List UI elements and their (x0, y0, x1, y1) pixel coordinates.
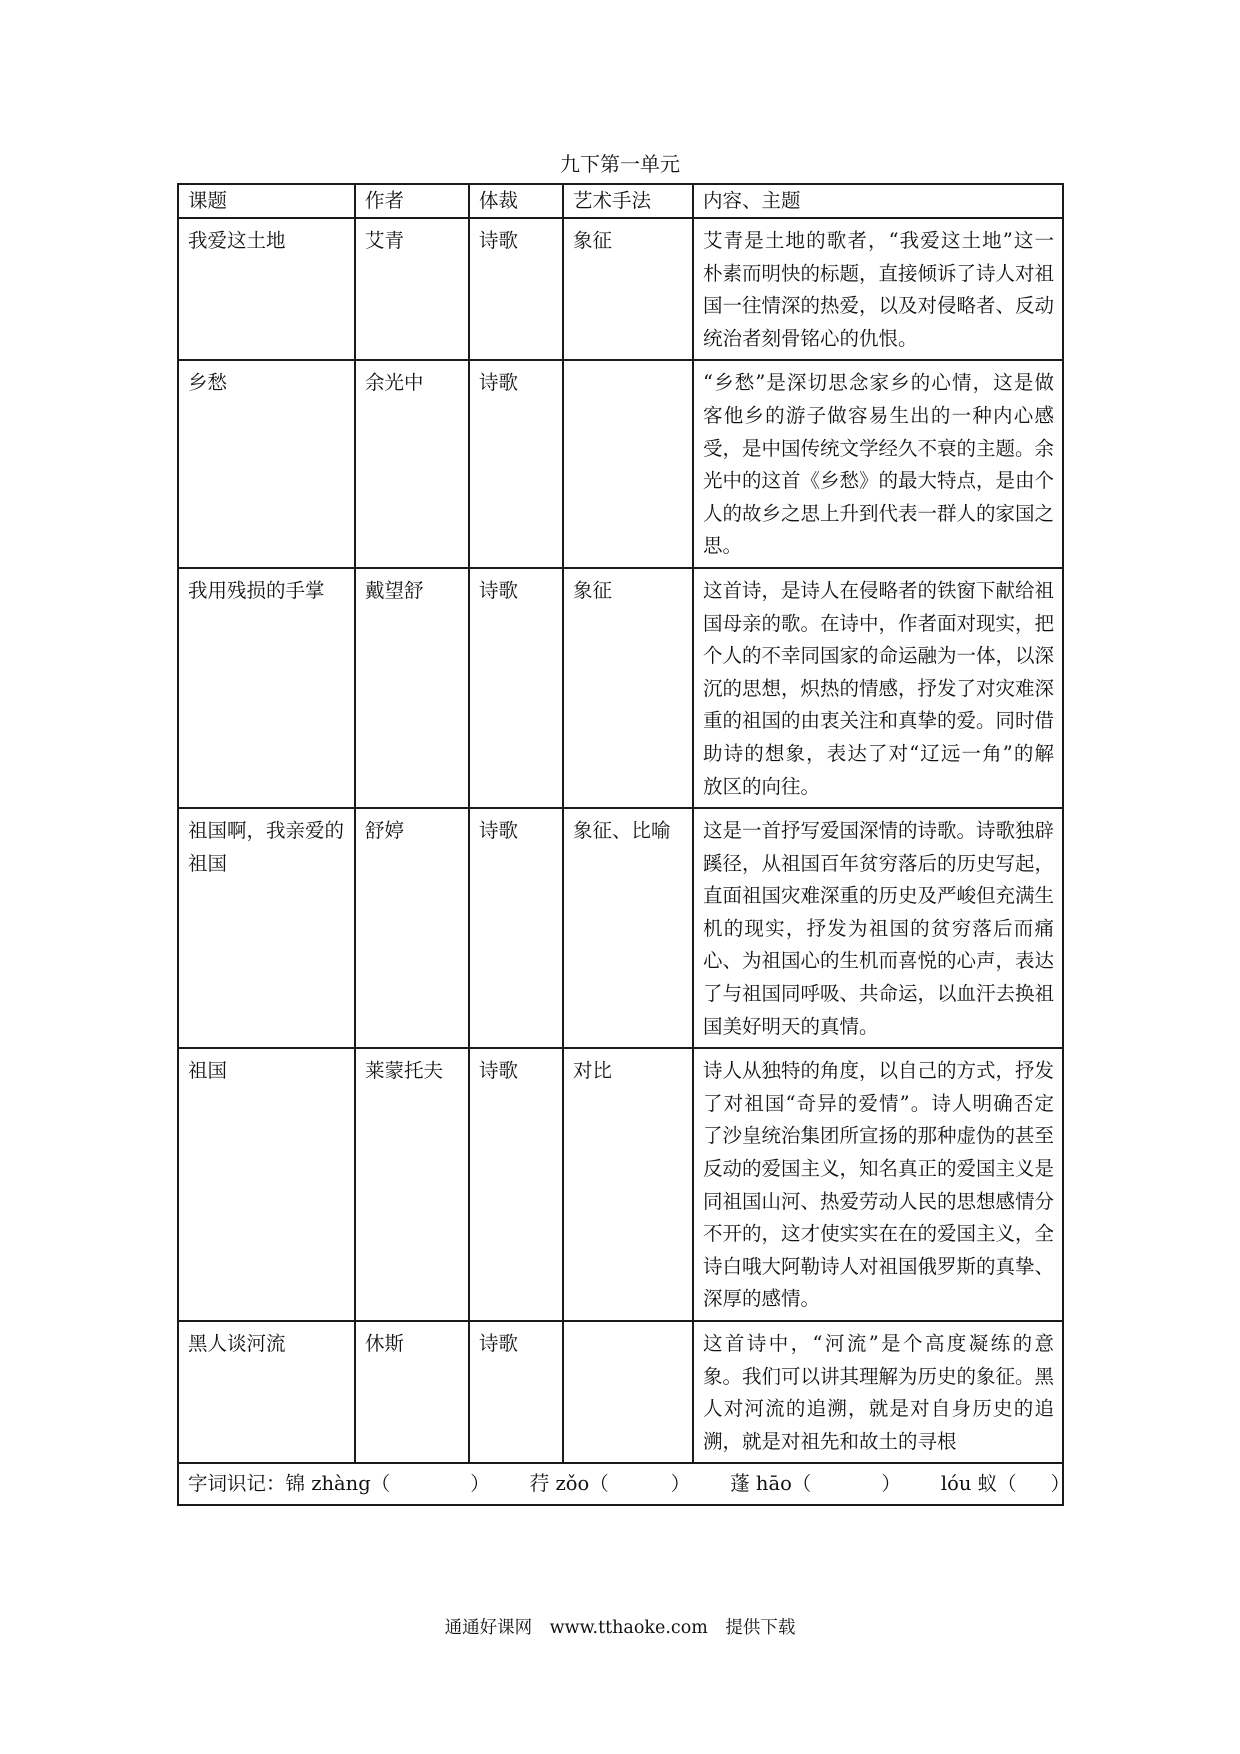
cell-content: 艾青是土地的歌者，“我爱这土地”这一朴素而明快的标题，直接倾诉了诗人对祖国一往情深的热爱，以及对侵略者、反动统治者刻骨铭心的仇恨。 (693, 218, 1063, 360)
cell-lesson: 我用残损的手掌 (178, 568, 355, 808)
cell-content: 这首诗中，“河流”是个高度凝练的意象。我们可以讲其理解为历史的象征。黑人对河流的追溯，就是对自身历史的追溯，就是对祖先和故土的寻根 (693, 1321, 1063, 1463)
header-author: 作者 (355, 184, 469, 218)
cell-content: “乡愁”是深切思念家乡的心情，这是做客他乡的游子做容易生出的一种内心感受，是中国传统文学经久不衰的主题。余光中的这首《乡愁》的最大特点，是由个人的故乡之思上升到代表一群人的家国之思。 (693, 360, 1063, 568)
cell-author: 莱蒙托夫 (355, 1048, 469, 1321)
cell-author: 休斯 (355, 1321, 469, 1463)
cell-technique (563, 360, 693, 568)
cell-genre: 诗歌 (469, 568, 563, 808)
cell-content: 诗人从独特的角度，以自己的方式，抒发了对祖国“奇异的爱情”。诗人明确否定了沙皇统治集团所宣扬的那种虚伪的甚至反动的爱国主义，知名真正的爱国主义是同祖国山河、热爱劳动人民的思想感情分不开的，这才使实实在在的爱国主义，全诗白哦大阿勒诗人对祖国俄罗斯的真挚、深厚的感情。 (693, 1048, 1063, 1321)
cell-author: 余光中 (355, 360, 469, 568)
vocab-word: 锦 zhàng (285, 1472, 371, 1496)
cell-technique: 象征、比喻 (563, 808, 693, 1048)
table-header-row (178, 184, 1063, 218)
table-row (178, 1321, 1063, 1463)
cell-author: 舒婷 (355, 808, 469, 1048)
vocab-item (941, 1464, 1070, 1504)
header-content: 内容、主题 (693, 184, 1063, 218)
vocab-open-paren: （ (791, 1472, 812, 1496)
vocab-word: lóu 蚁 (940, 1472, 998, 1496)
vocab-close-paren: ） (881, 1472, 901, 1496)
cell-technique (563, 1321, 693, 1463)
cell-technique: 象征 (563, 218, 693, 360)
cell-lesson: 祖国啊，我亲爱的祖国 (178, 808, 355, 1048)
cell-author: 艾青 (355, 218, 469, 360)
table-row (178, 568, 1063, 808)
cell-content: 这首诗，是诗人在侵略者的铁窗下献给祖国母亲的歌。在诗中，作者面对现实，把个人的不幸同国家的命运融为一体，以深沉的思想，炽热的情感，抒发了对灾难深重的祖国的由衷关注和真挚的爱。同时借助诗的想象，表达了对“辽远一角”的解放区的向往。 (693, 568, 1063, 808)
cell-author: 戴望舒 (355, 568, 469, 808)
header-lesson: 课题 (178, 184, 355, 218)
table-row (178, 1048, 1063, 1321)
cell-technique: 对比 (563, 1048, 693, 1321)
page-title: 九下第一单元 (560, 152, 680, 176)
cell-lesson: 乡愁 (178, 360, 355, 568)
vocab-word: 荇 zǒo (529, 1472, 590, 1496)
cell-genre: 诗歌 (469, 1048, 563, 1321)
table-row (178, 218, 1063, 360)
cell-genre: 诗歌 (469, 808, 563, 1048)
vocab-open-paren: （ (589, 1472, 609, 1496)
cell-genre: 诗歌 (469, 1321, 563, 1463)
table-row (178, 808, 1063, 1048)
cell-content: 这是一首抒写爱国深情的诗歌。诗歌独辟蹊径，从祖国百年贫穷落后的历史写起，直面祖国灾难深重的历史及严峻但充满生机的现实，抒发为祖国的贫穷落后而痛心、为祖国心的生机而喜悦的心声，表达了与祖国同呼吸、共命运，以血汗去换祖国美好明天的真情。 (693, 808, 1063, 1048)
lesson-table (177, 183, 1071, 1506)
vocab-cell (178, 1463, 1071, 1505)
vocab-label: 字词识记： (188, 1472, 286, 1496)
table-row (178, 360, 1063, 568)
vocab-row (178, 1463, 1063, 1505)
vocab-item (286, 1464, 490, 1504)
header-genre: 体裁 (469, 184, 563, 218)
cell-lesson: 祖国 (178, 1048, 355, 1321)
cell-genre: 诗歌 (469, 360, 563, 568)
footer-note: 提供下载 (725, 1618, 796, 1638)
vocab-open-paren: （ (997, 1472, 1017, 1496)
cell-technique: 象征 (563, 568, 693, 808)
vocab-item (730, 1464, 901, 1504)
footer-url-link[interactable]: www.tthaoke.com (549, 1618, 708, 1638)
vocab-close-paren: ） (670, 1472, 691, 1496)
vocab-open-paren: （ (370, 1472, 391, 1496)
header-technique: 艺术手法 (563, 184, 693, 218)
footer-site-name: 通通好课网 (444, 1618, 533, 1638)
vocab-close-paren: ） (1050, 1472, 1071, 1496)
vocab-item (530, 1464, 690, 1504)
cell-lesson: 我爱这土地 (178, 218, 355, 360)
vocab-close-paren: ） (470, 1472, 490, 1496)
vocab-word: 蓬 hāo (730, 1472, 792, 1496)
cell-lesson: 黑人谈河流 (178, 1321, 355, 1463)
cell-genre: 诗歌 (469, 218, 563, 360)
page-footer (0, 1616, 1240, 1640)
